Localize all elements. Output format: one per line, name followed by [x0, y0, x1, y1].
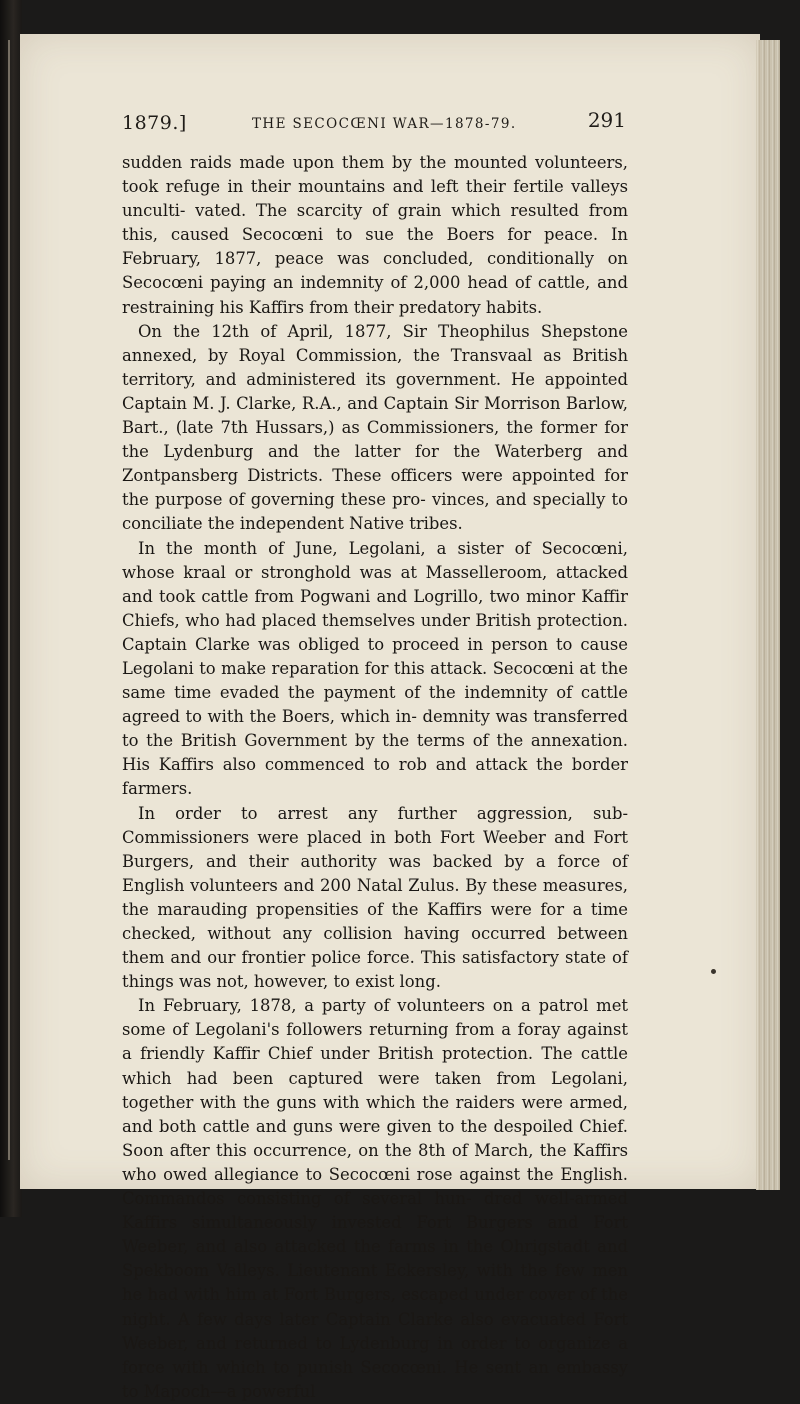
- running-header: [122, 108, 626, 142]
- page-stack-edge: [756, 40, 780, 1190]
- left-page-edge: [8, 40, 10, 1160]
- paragraph: sudden raids made upon them by the mounted volunteers, took refuge in their mountains and left their fertile valleys unculti- vated. The scarcity of grain which resulted from this, caused Secocœni to sue the Boers for peace. In February, 1877, peace was concluded, conditionally on Secocœni paying an indemnity of 2,000 head of cattle, and restraining his Kaffirs from their predatory habits.: [122, 153, 628, 317]
- paragraph: In February, 1878, a party of volunteers on a patrol met some of Legolani's followers returning from a foray against a friendly Kaffir Chief under British protection. The cattle which had been captured were taken from Legolani, together with the guns with which the raiders were armed, and both cattle and guns were given to the despoiled Chief. Soon after this occurrence, on the 8th of March, the Kaffirs who owed allegiance to Secocœni rose against the English. Commandos consisting of several hun- dred well-armed Kaffirs simultaneously invested Fort Burgers and Fort Weeber, and also attacked the farms in the Ohrigstadt and Spekboom Valleys. Lieutenant Eckersley, with the few men he had with him at Fort Burgers, escaped under cover of the night. A few days later Captain Clarke also evacuated Fort Weeber, and returned to Lydenburg in order to organize a force with which to punish Secocœni. He sent an embassy to Mapoch—a powerful: [122, 996, 628, 1401]
- page-number: 291: [587, 108, 626, 132]
- body-text: [122, 151, 628, 1404]
- book-spine-shadow: [0, 0, 22, 1217]
- paragraph: In order to arrest any further aggression, sub-Commissioners were placed in both Fort Weeber and Fort Burgers, and their authority was backed by a force of English volunteers and 200 Natal Zulus. By these measures, the marauding propensities of the Kaffirs were for a time checked, without any collision having occurred between them and our frontier police force. This satisfactory state of things was not, however, to exist long.: [122, 803, 628, 992]
- header-title: THE SECOCŒNI WAR—1878-79.: [252, 116, 517, 132]
- paragraph: In the month of June, Legolani, a sister of Secocœni, whose kraal or stronghold was at Masselleroom, attacked and took cattle from Pogwani and Logrillo, two minor Kaffir Chiefs, who had placed themselves under British protection. Captain Clarke was obliged to proceed in person to cause Legolani to make reparation for this attack. Secocœni at the same time evaded the payment of the indemnity of cattle agreed to with the Boers, which in- demnity was transferred to the British Government by the terms of the annexation. His Kaffirs also commenced to rob and attack the border farmers.: [122, 538, 628, 799]
- ink-speck: [711, 969, 716, 974]
- paragraph: On the 12th of April, 1877, Sir Theophilus Shepstone annexed, by Royal Commission, the Transvaal as British territory, and administered its government. He appointed Captain M. J. Clarke, R.A., and Captain Sir Morrison Barlow, Bart., (late 7th Hussars,) as Commissioners, the former for the Lydenburg and the latter for the Waterberg and Zontpansberg Districts. These officers were appointed for the purpose of governing these pro- vinces, and specially to conciliate the independent Native tribes.: [122, 321, 628, 534]
- header-year: 1879.]: [122, 112, 187, 134]
